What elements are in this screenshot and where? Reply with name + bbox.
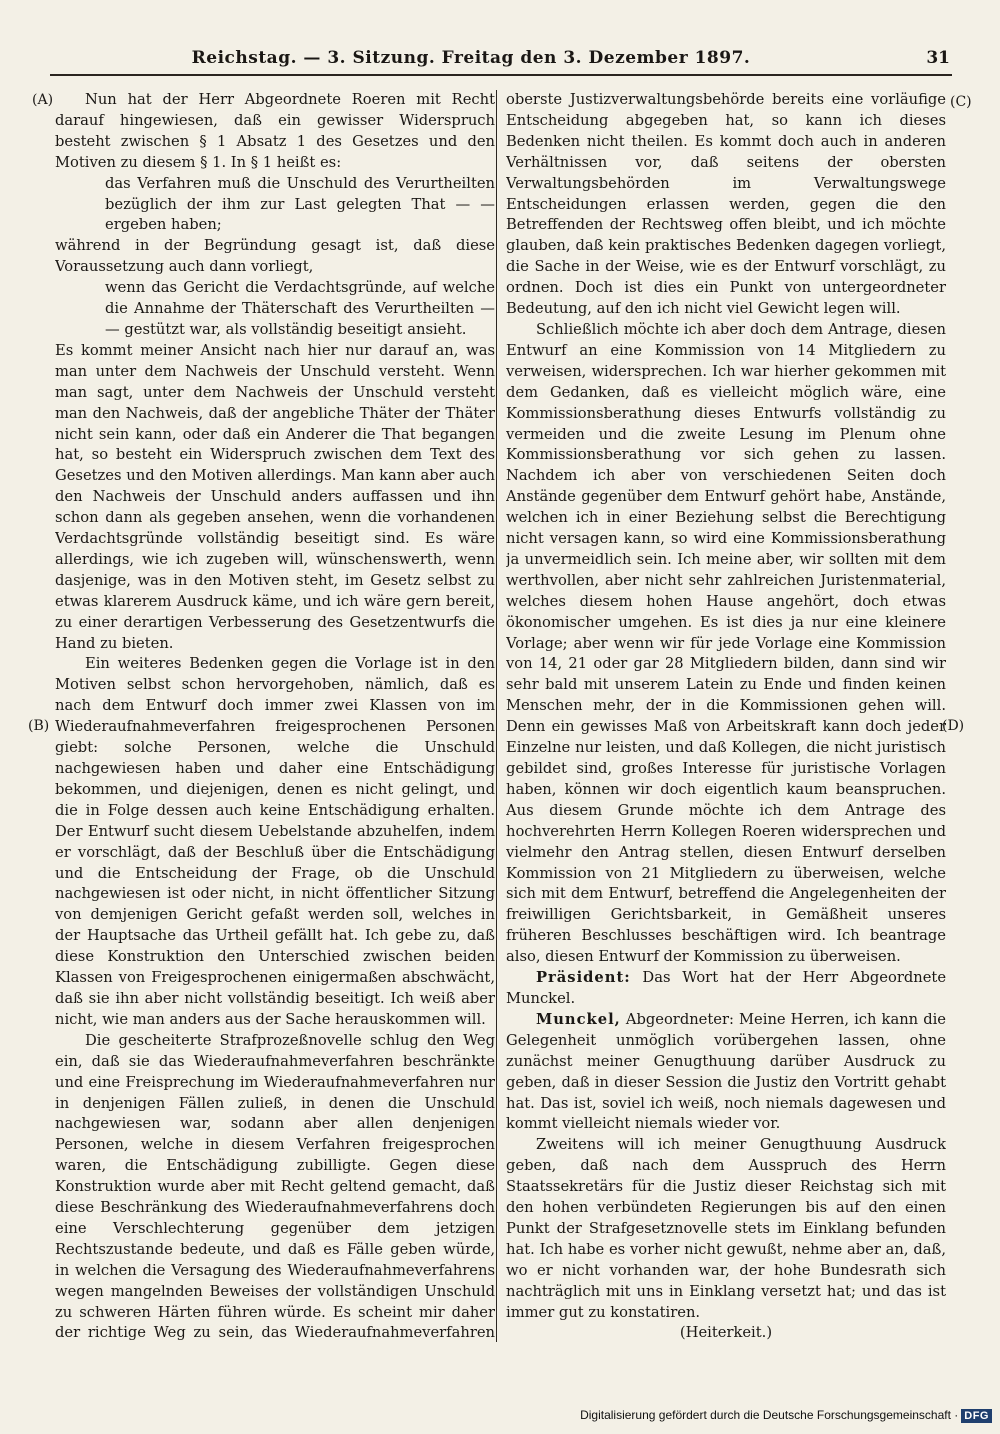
- page-title: Reichstag. — 3. Sitzung. Freitag den 3. Dezember 1897.: [191, 48, 751, 68]
- interjection: (Heiterkeit.): [679, 1324, 773, 1342]
- page-header: [50, 44, 952, 76]
- paragraph: Die gescheiterte Strafprozeßnovelle schlug den Weg ein, daß sie das Wiederaufnahmeverfahren beschränkte und eine Freisprechung im Wiederaufnahmeverfahren nur in denjenigen Fällen zuließ, in denen die Unschuld nachgewiesen war, sodann aber allen denjenigen Personen, welche in diesem Verfahren freigesprochen waren, die Entschädigung zubilligte. Gegen diese Konstruktion wurde aber mit Recht geltend gemacht, daß diese Beschränkung des Wiederaufnahmeverfahrens doch eine Verschlechterung gegenüber dem jetzigen Rechtszustande bedeute, und daß es Fälle geben würde, in welchen die Versagung des Wiederaufnahmeverfahrens wegen mangelnden Beweises der vollständigen Unschuld zu schweren Härten führen würde. Es scheint mir daher der richtige Weg zu sein, das Wiederaufnahmeverfahren: [55, 1031, 495, 1342]
- quotation: wenn das Gericht die Verdachtsgründe, auf welche die Annahme der Thäterschaft des Verurtheilten — — gestützt war, als vollständig beseitigt ansieht.: [105, 279, 495, 338]
- margin-marker-a: (A): [32, 92, 54, 108]
- speaker-name: Munckel,: [536, 1010, 621, 1028]
- speech-text: Abgeordneter: Meine Herren, ich kann die Gelegenheit unmöglich vorübergehen lassen, ohne zunächst meiner Genugthuung darüber Ausdruck zu geben, daß in dieser Session die Justiz den Vortritt gehabt hat. Das ist, soviel ich weiß, noch niemals dagewesen und kommt vielleicht niemals wieder vor.: [506, 1010, 946, 1133]
- speaker-name: Präsident:: [536, 969, 631, 987]
- footer-text: Digitalisierung gefördert durch die Deutsche Forschungsgemeinschaft ·: [580, 1408, 959, 1422]
- paragraph: Nun hat der Herr Abgeordnete Roeren mit Recht darauf hingewiesen, daß ein gewisser Widerspruch besteht zwischen § 1 Absatz 1 des Gesetzes und den Motiven zu diesem § 1. In § 1 heißt es:: [55, 91, 495, 171]
- page-number: 31: [926, 48, 950, 68]
- speech-president: [506, 968, 946, 1010]
- speech-munckel: [506, 1010, 946, 1135]
- column-divider: [496, 90, 497, 1342]
- left-column: [55, 90, 495, 1342]
- paragraph: Es kommt meiner Ansicht nach hier nur darauf an, was man unter dem Nachweis der Unschuld versteht. Wenn man sagt, unter dem Nachweis der Unschuld versteht man den Nachweis, daß der angebliche Thäter der Thäter nicht sein kann, oder daß ein Anderer die That begangen hat, so besteht ein Widerspruch zwischen dem Text des Gesetzes und den Motiven allerdings. Man kann aber auch den Nachweis der Unschuld anders auffassen und ihn schon dann als gegeben ansehen, wenn die vorhandenen Verdachtsgründe vollständig beseitigt sind. Es wäre allerdings, wie ich zugeben will, wünschenswerth, wenn dasjenige, was in den Motiven steht, im Gesetz selbst zu etwas klarerem Ausdruck käme, und ich wäre gern bereit, zu einer derartigen Verbesserung des Gesetzentwurfs die Hand zu bieten.: [55, 341, 495, 652]
- paragraph: Zweitens will ich meiner Genugthuung Ausdruck geben, daß nach dem Ausspruch des Herrn Staatssekretärs für die Justiz dieser Reichstag sich mit den hohen verbündeten Regierungen bis auf den einen Punkt der Strafgesetznovelle stets im Einklang befunden hat. Ich habe es vorher nicht gewußt, nehme aber an, daß, wo er nicht vorhanden war, der hohe Bundesrath sich nachträglich mit uns in Einklang versetzt hat; und das ist immer gut zu konstatiren.: [506, 1136, 946, 1321]
- margin-marker-b: (B): [28, 718, 50, 734]
- paragraph: Ein weiteres Bedenken gegen die Vorlage ist in den Motiven selbst schon hervorgehoben, nämlich, daß es nach dem Entwurf doch immer zwei Klassen von im Wiederaufnahmeverfahren freigesprochenen Personen giebt: solche Personen, welche die Unschuld nachgewiesen haben und daher eine Entschädigung bekommen, und diejenigen, denen es nicht gelingt, und die in Folge dessen auch keine Entschädigung erhalten. Der Entwurf sucht diesem Uebelstande abzuhelfen, indem er vorschlägt, daß der Beschluß über die Entschädigung und die Entscheidung der Frage, ob die Unschuld nachgewiesen ist oder nicht, in nicht öffentlicher Sitzung von demjenigen Gericht gefaßt werden soll, welches in der Hauptsache das Urtheil gefällt hat. Ich gebe zu, daß diese Konstruktion den Unterschied zwischen beiden Klassen von Freigesprochenen einigermaßen abschwächt, daß sie ihn aber nicht vollständig beseitigt. Ich weiß aber nicht, wie man anders aus der Sache herauskommen will.: [55, 655, 495, 1028]
- footer-credit: [580, 1408, 992, 1423]
- right-column: [506, 90, 946, 1342]
- speech-text: Das Wort hat der Herr Abgeordnete Munckel.: [506, 969, 946, 1007]
- margin-marker-c: (C): [950, 94, 972, 110]
- margin-marker-d: (D): [942, 718, 965, 734]
- paragraph: Schließlich möchte ich aber doch dem Antrage, diesen Entwurf an eine Kommission von 14 Mitgliedern zu verweisen, widersprechen. Ich war hierher gekommen mit dem Gedanken, daß es vielleicht möglich wäre, eine Kommissionsberathung dieses Entwurfs vollständig zu vermeiden und die zweite Lesung im Plenum ohne Kommissionsberathung vor sich gehen zu lassen. Nachdem ich aber von verschiedenen Seiten doch Anstände gegenüber dem Entwurf gehört habe, Anstände, welchen ich in einer Beziehung selbst die Berechtigung nicht versagen kann, so wird eine Kommissionsberathung ja unvermeidlich sein. Ich meine aber, wir sollten mit dem werthvollen, aber nicht sehr zahlreichen Juristenmaterial, welches diesem hohen Hause angehört, doch etwas ökonomischer umgehen. Es ist dies ja nur eine kleinere Vorlage; aber wenn wir für jede Vorlage eine Kommission von 14, 21 oder gar 28 Mitgliedern bilden, dann sind wir sehr bald mit unserem Latein zu Ende und finden keinen Menschen mehr, der in die Kommissionen gehen will. Denn ein gewisses Maß von Arbeitskraft kann doch jeder Einzelne nur leisten, und daß Kollegen, die nicht juristisch gebildet sind, großes Interesse für juristische Vorlagen haben, können wir doch eigentlich kaum beanspruchen. Aus diesem Grunde möchte ich dem Antrage des hochverehrten Herrn Kollegen Roeren widersprechen und vielmehr den Antrag stellen, diesen Entwurf derselben Kommission von 21 Mitgliedern zu überweisen, welche sich mit dem Entwurf, betreffend die Angelegenheiten der freiwilligen Gerichtsbarkeit, in Gemäßheit unseres früheren Beschlusses beschäftigen wird. Ich beantrage also, diesen Entwurf der Kommission zu überweisen.: [506, 320, 946, 966]
- paragraph: während in der Begründung gesagt ist, daß diese Voraussetzung auch dann vorliegt,: [55, 237, 495, 276]
- dfg-logo: DFG: [961, 1409, 992, 1423]
- paragraph: oberste Justizverwaltungsbehörde bereits eine vorläufige Entscheidung abgegeben hat, so kann ich dieses Bedenken nicht theilen. Es kommt doch auch in anderen Verhältnissen vor, daß seitens der obersten Verwaltungsbehörden im Verwaltungswege Entscheidungen erlassen werden, gegen die den Betreffenden der Rechtsweg offen bleibt, und ich möchte glauben, daß kein praktisches Bedenken dagegen vorliegt, die Sache in der Weise, wie es der Entwurf vorschlägt, zu ordnen. Doch ist dies ein Punkt von untergeordneter Bedeutung, auf den ich nicht viel Gewicht legen will.: [506, 91, 946, 318]
- quotation: das Verfahren muß die Unschuld des Verurtheilten bezüglich der ihm zur Last gelegten That — — ergeben haben;: [105, 174, 495, 234]
